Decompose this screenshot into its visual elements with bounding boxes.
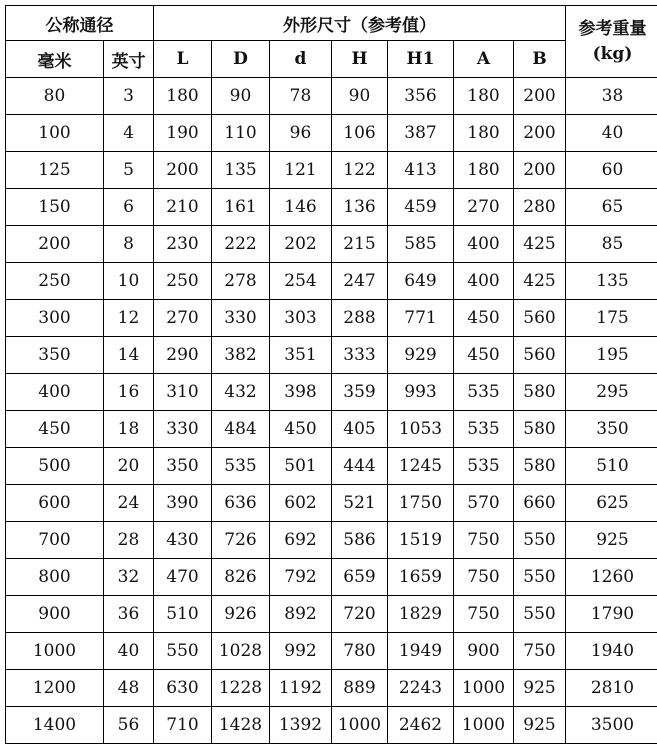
- cell-B: 200: [514, 152, 566, 189]
- header-col-A: A: [454, 41, 514, 78]
- cell-H: 359: [332, 374, 388, 411]
- cell-H1: 2462: [388, 707, 454, 744]
- cell-inch: 18: [104, 411, 154, 448]
- table-row: [6, 522, 657, 559]
- cell-mm: 900: [6, 596, 104, 633]
- header-col-H: H: [332, 41, 388, 78]
- cell-L: 230: [154, 226, 212, 263]
- cell-weight: 135: [566, 263, 657, 300]
- cell-D: 1428: [212, 707, 270, 744]
- cell-L: 310: [154, 374, 212, 411]
- cell-H1: 356: [388, 78, 454, 115]
- table-row: [6, 152, 657, 189]
- cell-weight: 3500: [566, 707, 657, 744]
- cell-d: 398: [270, 374, 332, 411]
- cell-mm: 125: [6, 152, 104, 189]
- cell-B: 550: [514, 596, 566, 633]
- cell-mm: 100: [6, 115, 104, 152]
- cell-mm: 1400: [6, 707, 104, 744]
- cell-inch: 10: [104, 263, 154, 300]
- cell-H: 136: [332, 189, 388, 226]
- cell-B: 200: [514, 115, 566, 152]
- cell-L: 180: [154, 78, 212, 115]
- table-row: [6, 596, 657, 633]
- table-row: [6, 485, 657, 522]
- cell-weight: 2810: [566, 670, 657, 707]
- cell-B: 750: [514, 633, 566, 670]
- table-body: [6, 78, 657, 744]
- cell-mm: 200: [6, 226, 104, 263]
- cell-inch: 24: [104, 485, 154, 522]
- table-row: [6, 707, 657, 744]
- cell-H1: 1245: [388, 448, 454, 485]
- cell-H1: 771: [388, 300, 454, 337]
- cell-H1: 1829: [388, 596, 454, 633]
- cell-inch: 6: [104, 189, 154, 226]
- header-reference-weight: [566, 6, 657, 78]
- cell-B: 660: [514, 485, 566, 522]
- cell-weight: 1260: [566, 559, 657, 596]
- cell-weight: 925: [566, 522, 657, 559]
- cell-H: 1000: [332, 707, 388, 744]
- header-dimensions: 外形尺寸（参考值）: [154, 6, 566, 41]
- cell-D: 432: [212, 374, 270, 411]
- cell-A: 1000: [454, 670, 514, 707]
- table-row: [6, 670, 657, 707]
- cell-L: 710: [154, 707, 212, 744]
- cell-inch: 12: [104, 300, 154, 337]
- cell-weight: 60: [566, 152, 657, 189]
- cell-d: 121: [270, 152, 332, 189]
- cell-B: 560: [514, 300, 566, 337]
- cell-H1: 1519: [388, 522, 454, 559]
- header-row-1: [6, 6, 657, 41]
- cell-inch: 40: [104, 633, 154, 670]
- cell-H: 659: [332, 559, 388, 596]
- cell-D: 330: [212, 300, 270, 337]
- cell-inch: 14: [104, 337, 154, 374]
- cell-H1: 585: [388, 226, 454, 263]
- cell-d: 1192: [270, 670, 332, 707]
- table-row: [6, 337, 657, 374]
- cell-A: 180: [454, 115, 514, 152]
- cell-D: 1228: [212, 670, 270, 707]
- table-row: [6, 78, 657, 115]
- cell-mm: 1000: [6, 633, 104, 670]
- cell-A: 535: [454, 374, 514, 411]
- cell-mm: 400: [6, 374, 104, 411]
- cell-inch: 4: [104, 115, 154, 152]
- table-row: [6, 300, 657, 337]
- cell-D: 1028: [212, 633, 270, 670]
- cell-H1: 1949: [388, 633, 454, 670]
- cell-A: 180: [454, 152, 514, 189]
- cell-inch: 20: [104, 448, 154, 485]
- cell-H1: 459: [388, 189, 454, 226]
- cell-H: 444: [332, 448, 388, 485]
- header-weight-label: 参考重量: [578, 18, 647, 39]
- cell-H: 889: [332, 670, 388, 707]
- cell-D: 826: [212, 559, 270, 596]
- cell-D: 535: [212, 448, 270, 485]
- table-row: [6, 448, 657, 485]
- cell-L: 350: [154, 448, 212, 485]
- cell-L: 330: [154, 411, 212, 448]
- cell-d: 992: [270, 633, 332, 670]
- cell-d: 1392: [270, 707, 332, 744]
- cell-mm: 800: [6, 559, 104, 596]
- cell-B: 580: [514, 411, 566, 448]
- cell-A: 270: [454, 189, 514, 226]
- cell-A: 535: [454, 448, 514, 485]
- cell-d: 78: [270, 78, 332, 115]
- cell-B: 560: [514, 337, 566, 374]
- cell-H1: 649: [388, 263, 454, 300]
- cell-H1: 993: [388, 374, 454, 411]
- cell-H1: 1053: [388, 411, 454, 448]
- cell-H: 405: [332, 411, 388, 448]
- cell-D: 726: [212, 522, 270, 559]
- cell-A: 750: [454, 522, 514, 559]
- cell-L: 630: [154, 670, 212, 707]
- header-mm: 毫米: [6, 41, 104, 78]
- cell-weight: 40: [566, 115, 657, 152]
- cell-B: 200: [514, 78, 566, 115]
- cell-H: 720: [332, 596, 388, 633]
- table-row: [6, 189, 657, 226]
- cell-B: 280: [514, 189, 566, 226]
- table-row: [6, 263, 657, 300]
- cell-B: 580: [514, 374, 566, 411]
- cell-A: 900: [454, 633, 514, 670]
- cell-H: 122: [332, 152, 388, 189]
- cell-weight: 1790: [566, 596, 657, 633]
- table-row: [6, 411, 657, 448]
- table-row: [6, 633, 657, 670]
- cell-inch: 8: [104, 226, 154, 263]
- cell-d: 146: [270, 189, 332, 226]
- cell-inch: 48: [104, 670, 154, 707]
- cell-H: 215: [332, 226, 388, 263]
- cell-d: 351: [270, 337, 332, 374]
- cell-D: 382: [212, 337, 270, 374]
- cell-A: 180: [454, 78, 514, 115]
- cell-B: 580: [514, 448, 566, 485]
- cell-A: 750: [454, 559, 514, 596]
- cell-B: 925: [514, 707, 566, 744]
- cell-d: 303: [270, 300, 332, 337]
- cell-H: 90: [332, 78, 388, 115]
- cell-mm: 500: [6, 448, 104, 485]
- cell-L: 200: [154, 152, 212, 189]
- cell-mm: 80: [6, 78, 104, 115]
- header-col-d: d: [270, 41, 332, 78]
- cell-d: 254: [270, 263, 332, 300]
- cell-inch: 36: [104, 596, 154, 633]
- cell-L: 470: [154, 559, 212, 596]
- cell-d: 892: [270, 596, 332, 633]
- cell-D: 90: [212, 78, 270, 115]
- cell-L: 270: [154, 300, 212, 337]
- cell-L: 550: [154, 633, 212, 670]
- cell-mm: 150: [6, 189, 104, 226]
- cell-mm: 350: [6, 337, 104, 374]
- cell-weight: 175: [566, 300, 657, 337]
- cell-weight: 350: [566, 411, 657, 448]
- cell-D: 135: [212, 152, 270, 189]
- header-col-D: D: [212, 41, 270, 78]
- cell-H: 586: [332, 522, 388, 559]
- cell-mm: 600: [6, 485, 104, 522]
- header-col-B: B: [514, 41, 566, 78]
- cell-H1: 929: [388, 337, 454, 374]
- cell-weight: 510: [566, 448, 657, 485]
- cell-inch: 32: [104, 559, 154, 596]
- cell-H: 288: [332, 300, 388, 337]
- cell-mm: 700: [6, 522, 104, 559]
- cell-D: 161: [212, 189, 270, 226]
- cell-weight: 625: [566, 485, 657, 522]
- table-row: [6, 226, 657, 263]
- cell-A: 450: [454, 337, 514, 374]
- cell-D: 278: [212, 263, 270, 300]
- cell-L: 250: [154, 263, 212, 300]
- cell-L: 210: [154, 189, 212, 226]
- cell-mm: 300: [6, 300, 104, 337]
- cell-L: 390: [154, 485, 212, 522]
- cell-d: 450: [270, 411, 332, 448]
- cell-d: 602: [270, 485, 332, 522]
- cell-A: 450: [454, 300, 514, 337]
- cell-A: 570: [454, 485, 514, 522]
- cell-weight: 65: [566, 189, 657, 226]
- cell-B: 550: [514, 522, 566, 559]
- cell-d: 792: [270, 559, 332, 596]
- cell-B: 425: [514, 263, 566, 300]
- cell-mm: 1200: [6, 670, 104, 707]
- cell-H1: 387: [388, 115, 454, 152]
- cell-inch: 5: [104, 152, 154, 189]
- cell-D: 484: [212, 411, 270, 448]
- table-row: [6, 374, 657, 411]
- cell-L: 290: [154, 337, 212, 374]
- table-row: [6, 115, 657, 152]
- cell-weight: 1940: [566, 633, 657, 670]
- cell-D: 110: [212, 115, 270, 152]
- cell-A: 1000: [454, 707, 514, 744]
- cell-d: 501: [270, 448, 332, 485]
- table-row: [6, 559, 657, 596]
- cell-H: 106: [332, 115, 388, 152]
- cell-B: 550: [514, 559, 566, 596]
- cell-A: 400: [454, 263, 514, 300]
- cell-A: 400: [454, 226, 514, 263]
- cell-d: 202: [270, 226, 332, 263]
- cell-L: 430: [154, 522, 212, 559]
- cell-B: 925: [514, 670, 566, 707]
- cell-weight: 295: [566, 374, 657, 411]
- cell-d: 96: [270, 115, 332, 152]
- cell-H: 247: [332, 263, 388, 300]
- cell-inch: 28: [104, 522, 154, 559]
- cell-H1: 1659: [388, 559, 454, 596]
- cell-H1: 413: [388, 152, 454, 189]
- cell-weight: 38: [566, 78, 657, 115]
- cell-H: 333: [332, 337, 388, 374]
- header-col-H1: H1: [388, 41, 454, 78]
- header-nominal-diameter: 公称通径: [6, 6, 154, 41]
- cell-B: 425: [514, 226, 566, 263]
- header-row-2: [6, 41, 657, 78]
- cell-mm: 250: [6, 263, 104, 300]
- cell-D: 926: [212, 596, 270, 633]
- cell-A: 750: [454, 596, 514, 633]
- header-col-L: L: [154, 41, 212, 78]
- header-weight-unit: (kg): [592, 43, 633, 64]
- cell-H: 780: [332, 633, 388, 670]
- cell-weight: 85: [566, 226, 657, 263]
- valve-dimension-table: [5, 5, 657, 744]
- cell-A: 535: [454, 411, 514, 448]
- cell-weight: 195: [566, 337, 657, 374]
- cell-mm: 450: [6, 411, 104, 448]
- cell-D: 636: [212, 485, 270, 522]
- cell-L: 190: [154, 115, 212, 152]
- header-inch: 英寸: [104, 41, 154, 78]
- cell-d: 692: [270, 522, 332, 559]
- cell-H1: 2243: [388, 670, 454, 707]
- cell-inch: 56: [104, 707, 154, 744]
- cell-inch: 3: [104, 78, 154, 115]
- cell-D: 222: [212, 226, 270, 263]
- cell-L: 510: [154, 596, 212, 633]
- cell-inch: 16: [104, 374, 154, 411]
- cell-H: 521: [332, 485, 388, 522]
- cell-H1: 1750: [388, 485, 454, 522]
